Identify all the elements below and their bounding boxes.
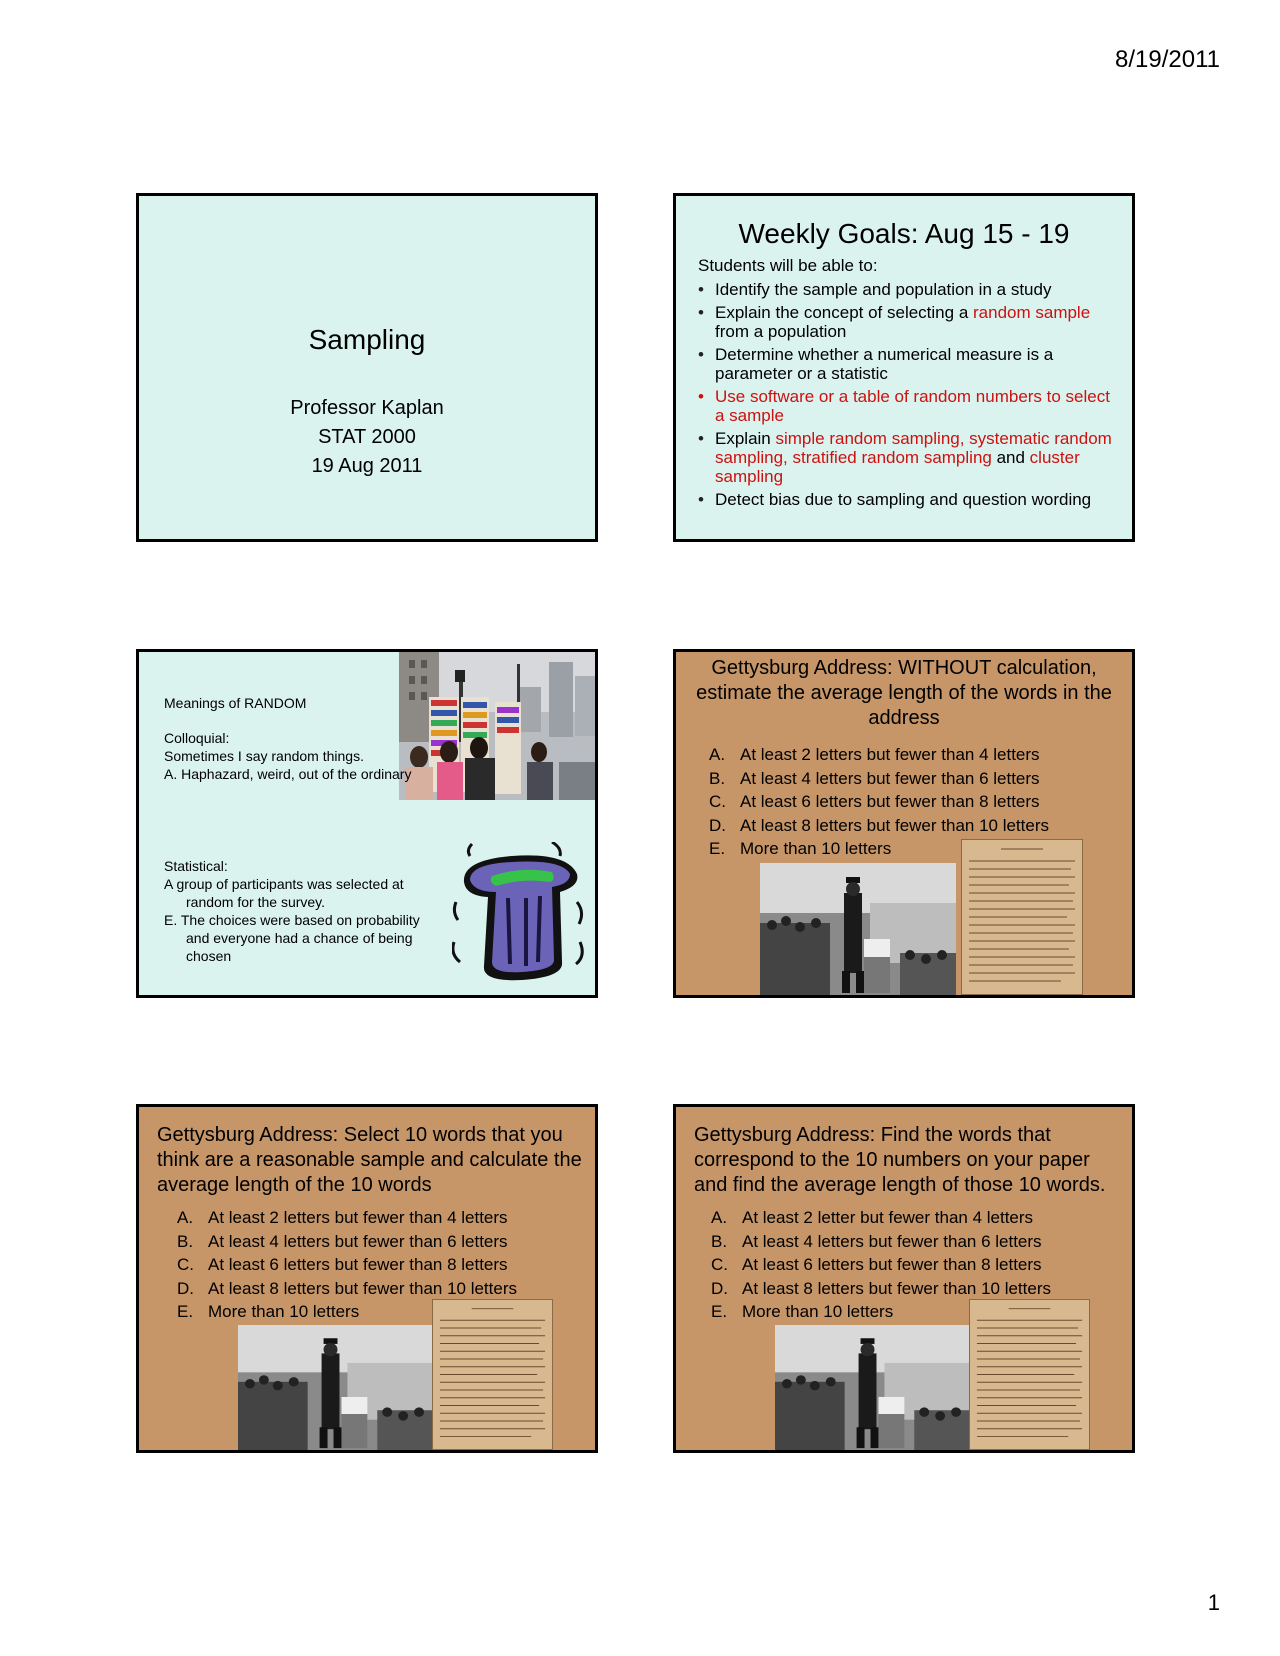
gettysburg-manuscript xyxy=(432,1299,553,1450)
header-date: 8/19/2011 xyxy=(1115,46,1220,73)
slide-gettysburg-select-sample xyxy=(136,1104,598,1453)
option-text: At least 8 letters but fewer than 10 letters xyxy=(742,1278,1051,1298)
slide-title: Sampling xyxy=(308,324,426,355)
option-letter: A. xyxy=(711,1208,728,1227)
list-item xyxy=(177,1253,595,1277)
list-item xyxy=(698,387,1112,425)
list-item xyxy=(711,1277,1132,1301)
option-letter: D. xyxy=(177,1278,194,1298)
list-item xyxy=(698,490,1112,509)
option-letter: D. xyxy=(709,815,726,835)
list-item xyxy=(698,345,1112,383)
option-text: At least 6 letters but fewer than 8 letters xyxy=(740,792,1040,811)
list-item xyxy=(711,1206,1132,1230)
option-text: More than 10 letters xyxy=(208,1302,360,1321)
goal-text: and xyxy=(991,448,1030,467)
statistical-block xyxy=(164,857,434,965)
professor-name: Professor Kaplan xyxy=(290,397,444,419)
slide-title: Weekly Goals: Aug 15 - 19 xyxy=(738,218,1070,249)
option-letter: B. xyxy=(709,768,726,788)
lincoln-speech-engraving xyxy=(238,1325,433,1450)
goal-text: Explain xyxy=(715,429,776,448)
option-text: At least 6 letters but fewer than 8 letters xyxy=(742,1255,1042,1274)
list-item xyxy=(177,1206,595,1230)
page-number: 1 xyxy=(1207,1590,1220,1615)
slide-title-sampling xyxy=(136,193,598,542)
option-letter: A. xyxy=(709,745,726,764)
option-letter: C. xyxy=(709,792,726,811)
question-text: Gettysburg Address: Find the words that correspond to the 10 numbers on your paper and find the average length of those 10 words. xyxy=(694,1124,1106,1196)
option-letter: B. xyxy=(711,1231,728,1251)
option-text: More than 10 letters xyxy=(740,839,892,858)
goal-highlight: simple random sampling, systematic random sampling, stratified random sampling xyxy=(715,429,1112,467)
option-letter: C. xyxy=(711,1255,728,1274)
option-letter: E. xyxy=(711,1302,728,1321)
option-text: At least 6 letters but fewer than 8 letters xyxy=(208,1255,508,1274)
goals-intro: Students will be able to: xyxy=(698,256,878,275)
slide-gettysburg-estimate xyxy=(673,649,1135,998)
goal-text: Identify the sample and population in a study xyxy=(715,280,1052,299)
colloquial-block xyxy=(164,729,439,783)
option-letter: E. xyxy=(177,1302,194,1321)
random-heading: Meanings of RANDOM xyxy=(164,695,307,711)
goal-text: Determine whether a numerical measure is a parameter or a statistic xyxy=(715,345,1054,383)
goal-highlight: cluster sampling xyxy=(715,448,1080,486)
list-item xyxy=(177,1230,595,1254)
option-text: At least 8 letters but fewer than 10 letters xyxy=(208,1278,517,1298)
option-letter: E. xyxy=(709,839,726,858)
list-item xyxy=(698,303,1112,341)
list-item xyxy=(711,1230,1132,1254)
option-text: At least 4 letters but fewer than 6 letters xyxy=(208,1231,508,1251)
lincoln-speech-engraving xyxy=(760,863,956,995)
colloquial-example: Sometimes I say random things. xyxy=(164,748,364,764)
list-item xyxy=(177,1277,595,1301)
option-letter: D. xyxy=(711,1278,728,1298)
option-text: At least 2 letter but fewer than 4 letters xyxy=(742,1208,1034,1227)
option-text: At least 4 letters but fewer than 6 letters xyxy=(742,1231,1042,1251)
option-text: At least 2 letters but fewer than 4 letters xyxy=(208,1208,508,1227)
magic-hat-clipart xyxy=(452,842,587,987)
gettysburg-manuscript xyxy=(961,839,1083,995)
list-item xyxy=(709,767,1132,791)
slide-gettysburg-random-numbers xyxy=(673,1104,1135,1453)
question-text: Gettysburg Address: WITHOUT calculation, estimate the average length of the words in the address xyxy=(696,657,1112,729)
course-code: STAT 2000 xyxy=(318,426,416,448)
colloquial-label: Colloquial: xyxy=(164,730,230,746)
list-item xyxy=(711,1253,1132,1277)
colloquial-answer: A. Haphazard, weird, out of the ordinary xyxy=(164,766,412,782)
statistical-answer: E. The choices were based on probability and everyone had a chance of being chosen xyxy=(164,912,420,964)
goal-highlight: random sample xyxy=(973,303,1091,322)
question-text: Gettysburg Address: Select 10 words that you think are a reasonable sample and calculate the average length of the 10 words xyxy=(157,1124,582,1196)
option-text: At least 2 letters but fewer than 4 letters xyxy=(740,745,1040,764)
slide-subtitle xyxy=(139,394,595,481)
list-item xyxy=(709,790,1132,814)
list-item xyxy=(709,743,1132,767)
option-text: At least 8 letters but fewer than 10 letters xyxy=(740,815,1049,835)
option-text: More than 10 letters xyxy=(742,1302,894,1321)
option-letter: C. xyxy=(177,1255,194,1274)
slide-weekly-goals xyxy=(673,193,1135,542)
list-item xyxy=(698,429,1112,486)
option-letter: B. xyxy=(177,1231,194,1251)
goal-text: Detect bias due to sampling and question wording xyxy=(715,490,1092,509)
statistical-example: A group of participants was selected at random for the survey. xyxy=(164,876,404,910)
statistical-label: Statistical: xyxy=(164,858,228,874)
lecture-date: 19 Aug 2011 xyxy=(311,455,423,477)
list-item xyxy=(709,814,1132,838)
slide-meanings-of-random xyxy=(136,649,598,998)
gettysburg-manuscript xyxy=(969,1299,1090,1450)
goal-text: from a population xyxy=(715,322,847,341)
option-letter: A. xyxy=(177,1208,194,1227)
option-text: At least 4 letters but fewer than 6 letters xyxy=(740,768,1040,788)
goals-list xyxy=(676,280,1132,509)
lincoln-speech-engraving xyxy=(775,1325,970,1450)
goal-highlight: Use software or a table of random numbers to select a sample xyxy=(715,387,1110,425)
list-item xyxy=(698,280,1112,299)
goal-text: Explain the concept of selecting a xyxy=(715,303,973,322)
